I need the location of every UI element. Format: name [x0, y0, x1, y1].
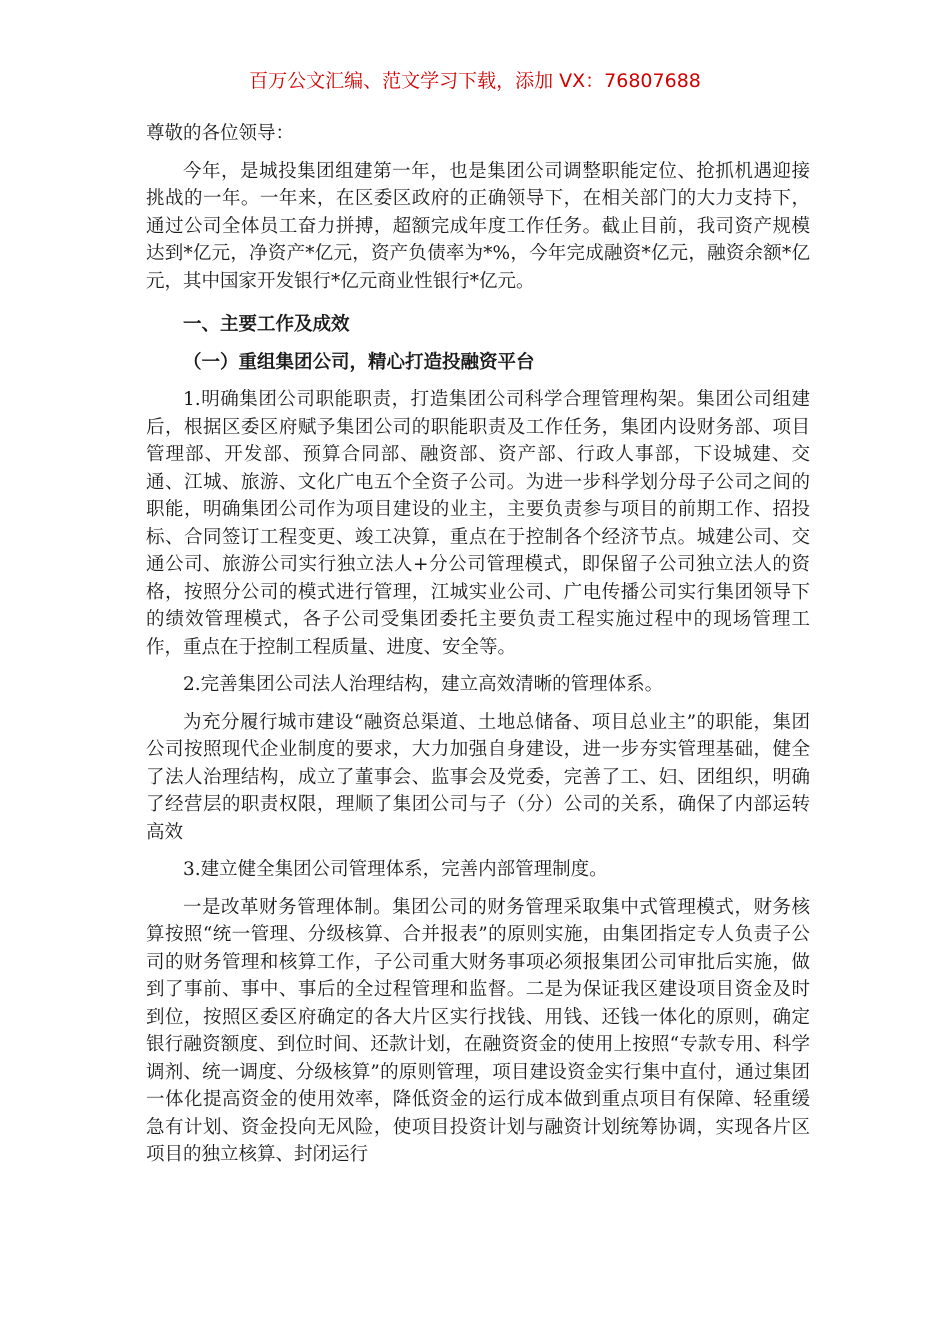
subsection-heading: （一）重组集团公司，精心打造投融资平台 [183, 351, 535, 373]
salutation: 尊敬的各位领导： [146, 123, 295, 144]
paragraph-3: 为充分履行城市建设“融资总渠道、土地总储备、项目总业主”的职能，集团公司按照现代企业制度的要求，大力加强自身建设，进一步夯实管理基础，健全了法人治理结构，成立了董事会、监事会及党委，完善了工、妇、团组织，明确了经营层的职责权限，理顺了集团公司与子（分）公司的关系，确保了内部运转高效 [146, 711, 810, 843]
paragraph-4: 3.建立健全集团公司管理体系，完善内部管理制度。 [183, 859, 608, 880]
intro-paragraph: 今年，是城投集团组建第一年，也是集团公司调整职能定位、抢抓机遇迎接挑战的一年。一年来，在区委区政府的正确领导下，在相关部门的大力支持下，通过公司全体员工奋力拼搏，超额完成年度工作任务。截止目前，我司资产规模达到*亿元，净资产*亿元，资产负债率为*%，今年完成融资*亿元，融资余额*亿元，其中国家开发银行*亿元商业性银行*亿元。 [146, 160, 810, 292]
paragraph-5: 一是改革财务管理体制。集团公司的财务管理采取集中式管理模式，财务核算按照“统一管理、分级核算、合并报表”的原则实施，由集团指定专人负责子公司的财务管理和核算工作，子公司重大财务事项必须报集团公司审批后实施，做到了事前、事中、事后的全过程管理和监督。二是为保证我区建设项目资金及时到位，按照区委区府确定的各大片区实行找钱、用钱、还钱一体化的原则，确定银行融资额度、到位时间、还款计划，在融资资金的使用上按照“专款专用、科学调剂、统一调度、分级核算”的原则管理，项目建设资金实行集中直付，通过集团一体化提高资金的使用效率，降低资金的运行成本做到重点项目有保障、轻重缓急有计划、资金投向无风险，使项目投资计划与融资计划统筹协调，实现各片区项目的独立核算、封闭运行 [146, 896, 810, 1165]
paragraph-2: 2.完善集团公司法人治理结构，建立高效清晰的管理体系。 [183, 674, 664, 695]
document-body [146, 120, 810, 1179]
header-banner: 百万公文汇编、范文学习下载，添加 VX：76807688 [249, 70, 701, 92]
section-heading: 一、主要工作及成效 [183, 314, 350, 335]
paragraph-1: 1.明确集团公司职能职责，打造集团公司科学合理管理构架。集团公司组建后，根据区委区府赋予集团公司的职能职责及工作任务，集团内设财务部、项目管理部、开发部、预算合同部、融资部、资产部、行政人事部，下设城建、交通、江城、旅游、文化广电五个全资子公司。为进一步科学划分母子公司之间的职能，明确集团公司作为项目建设的业主，主要负责参与项目的前期工作、招投标、合同签订工程变更、竣工决算，重点在于控制各个经济节点。城建公司、交通公司、旅游公司实行独立法人+分公司管理模式，即保留子公司独立法人的资格，按照分公司的模式进行管理，江城实业公司、广电传播公司实行集团领导下的绩效管理模式，各子公司受集团委托主要负责工程实施过程中的现场管理工作，重点在于控制工程质量、进度、安全等。 [146, 389, 810, 658]
